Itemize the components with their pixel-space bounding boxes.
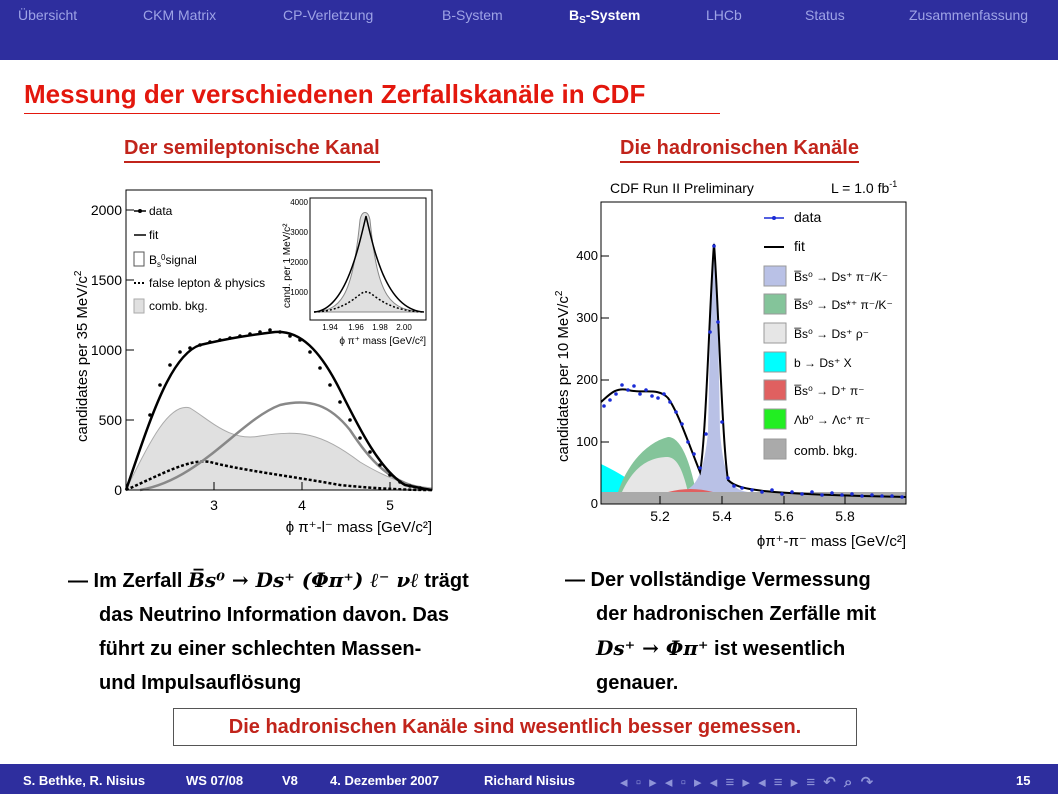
nav-bs-b: B — [569, 7, 580, 23]
right-ytick-0: 0 — [590, 496, 598, 511]
right-xlabel: ϕπ⁺-π⁻ mass [GeV/c²] — [756, 533, 906, 550]
right-legend-lambda: Λb⁰ → Λc⁺ π⁻ — [794, 413, 871, 427]
right-ylabel-text: candidates per 10 MeV/c — [555, 296, 572, 462]
footer-speaker: Richard Nisius — [484, 773, 576, 788]
right-legend-fit: fit — [794, 238, 805, 254]
right-xtick-54: 5.4 — [712, 508, 732, 524]
right-ytick-200: 200 — [576, 372, 598, 387]
left-line-2: das Neutrino Information davon. Das — [99, 604, 450, 626]
nav-item-uebersicht[interactable]: Übersicht — [18, 7, 78, 23]
inset-xtick-194: 1.94 — [322, 323, 338, 332]
left-explanation — [68, 563, 469, 700]
left-legend-false-lepton: false lepton & physics — [149, 276, 266, 290]
left-legend-fit: fit — [149, 228, 159, 242]
left-xtick-4: 4 — [298, 497, 306, 513]
left-ytick-0: 0 — [114, 482, 122, 498]
inset-xtick-198: 1.98 — [372, 323, 388, 332]
left-column-heading: Der semileptonische Kanal — [124, 137, 380, 163]
beamer-navigation-icons[interactable]: ◂ ▫ ▸ ◂ ▫ ▸ ◂ ≡ ▸ ◂ ≡ ▸ ≡ ↶ ⌕ ↷ — [620, 774, 876, 791]
right-ytick-400: 400 — [576, 248, 598, 263]
left-line-4: und Impulsauflösung — [99, 672, 302, 694]
right-line-1: — Der vollständige Vermessung — [565, 569, 871, 591]
nav-item-b-system[interactable]: B-System — [442, 7, 503, 23]
left-xlabel: ϕ π⁺-l⁻ mass [GeV/c²] — [285, 519, 432, 536]
nav-item-status[interactable]: Status — [805, 7, 845, 23]
left-legend-b-sub: s — [157, 260, 162, 269]
right-legend-data: data — [794, 209, 822, 225]
left-xtick-5: 5 — [386, 497, 394, 513]
footer-lecture: V8 — [282, 773, 298, 788]
inset-ylabel: cand. per 1 MeV/c² — [282, 223, 293, 308]
hadronic-mass-plot — [548, 172, 918, 552]
right-ylabel-sup: 2 — [554, 290, 565, 297]
right-column-heading: Die hadronischen Kanäle — [620, 137, 859, 163]
right-xtick-52: 5.2 — [650, 508, 670, 524]
right-lumi-text: L = 1.0 fb — [831, 180, 890, 196]
footer-bar — [0, 764, 1058, 794]
nav-item-ckm-matrix[interactable]: CKM Matrix — [143, 7, 217, 23]
right-ytick-300: 300 — [576, 310, 598, 325]
left-legend-b: B — [149, 253, 158, 267]
left-ylabel — [73, 270, 91, 442]
left-l1-b: trägt — [418, 570, 469, 592]
left-ylabel-text: candidates per 35 MeV/c — [74, 276, 91, 442]
footer-page-number: 15 — [1016, 773, 1031, 788]
right-legend-b-dsx: b → Ds⁺ X — [794, 356, 852, 370]
left-ylabel-sup: 2 — [73, 270, 84, 277]
left-ytick-500: 500 — [98, 412, 122, 428]
left-ytick-2000: 2000 — [90, 202, 122, 218]
right-explanation — [565, 563, 876, 700]
right-line-3 — [565, 631, 876, 666]
right-plot-header: CDF Run II Preliminary — [610, 180, 754, 196]
slide-title: Messung der verschiedenen Zerfallskanäle in CDF — [24, 79, 646, 109]
left-legend-comb-bkg: comb. bkg. — [149, 299, 208, 313]
nav-bs-suffix: -System — [585, 7, 641, 23]
right-plot-lumi — [831, 179, 897, 196]
right-l3-math: Ds⁺ → Φπ⁺ — [596, 636, 709, 660]
right-legend — [764, 209, 893, 459]
inset-ytick-4000: 4000 — [290, 198, 308, 207]
right-ytick-100: 100 — [576, 434, 598, 449]
right-line-4: genauer. — [596, 672, 679, 694]
left-ytick-1500: 1500 — [90, 272, 122, 288]
nav-bs-sub: S — [579, 15, 586, 26]
inset-xlabel: ϕ π⁺ mass [GeV/c²] — [339, 336, 426, 347]
right-ylabel — [554, 290, 572, 462]
footer-term: WS 07/08 — [186, 773, 244, 788]
right-lumi-sup: -1 — [889, 179, 898, 189]
left-l1-a: — Im Zerfall — [68, 570, 189, 592]
inset-ytick-2000: 2000 — [290, 258, 308, 267]
left-xtick-3: 3 — [210, 497, 218, 513]
semileptonic-mass-plot — [60, 180, 450, 545]
nav-item-cp-verletzung[interactable]: CP-Verletzung — [283, 7, 374, 23]
nav-item-bs-system[interactable] — [569, 7, 640, 26]
right-legend-ds-pi: B̅s⁰ → Ds⁺ π⁻/K⁻ — [794, 270, 889, 284]
right-line-2: der hadronischen Zerfälle mit — [596, 603, 877, 625]
left-ytick-1000: 1000 — [90, 342, 122, 358]
right-legend-dsstar-pi: B̅s⁰ → Ds*⁺ π⁻/K⁻ — [794, 298, 893, 312]
inset-xtick-200: 2.00 — [396, 323, 412, 332]
left-legend-signal: signal — [165, 253, 197, 267]
left-legend-bs — [149, 253, 197, 269]
left-legend-data: data — [149, 204, 173, 218]
right-l3-b: ist wesentlich — [708, 638, 846, 660]
nav-item-lhcb[interactable]: LHCb — [706, 7, 742, 23]
conclusion-box: Die hadronischen Kanäle sind wesentlich besser gemessen. — [173, 708, 857, 746]
top-navigation-bar — [0, 0, 1058, 60]
left-l1-math: B̅s⁰ → Ds⁺ (Φπ⁺) ℓ⁻ νℓ — [188, 568, 419, 592]
left-line-1 — [68, 563, 469, 598]
right-xtick-58: 5.8 — [835, 508, 855, 524]
left-legend-b-sup: 0 — [161, 253, 166, 262]
left-legend — [134, 204, 265, 313]
footer-authors: S. Bethke, R. Nisius — [23, 773, 146, 788]
inset-ytick-3000: 3000 — [290, 228, 308, 237]
footer-date: 4. Dezember 2007 — [330, 773, 440, 788]
left-inset-plot — [282, 198, 426, 347]
title-underline — [24, 113, 720, 114]
left-line-3: führt zu einer schlechten Massen- — [99, 638, 422, 660]
right-legend-ds-rho: B̅s⁰ → Ds⁺ ρ⁻ — [794, 327, 869, 341]
right-xtick-56: 5.6 — [774, 508, 794, 524]
inset-xtick-196: 1.96 — [348, 323, 364, 332]
right-legend-d-pi: B̅s⁰ → D⁺ π⁻ — [794, 384, 865, 398]
right-legend-comb-bkg: comb. bkg. — [794, 443, 858, 458]
inset-ytick-1000: 1000 — [290, 288, 308, 297]
nav-item-zusammenfassung[interactable]: Zusammenfassung — [909, 7, 1029, 23]
